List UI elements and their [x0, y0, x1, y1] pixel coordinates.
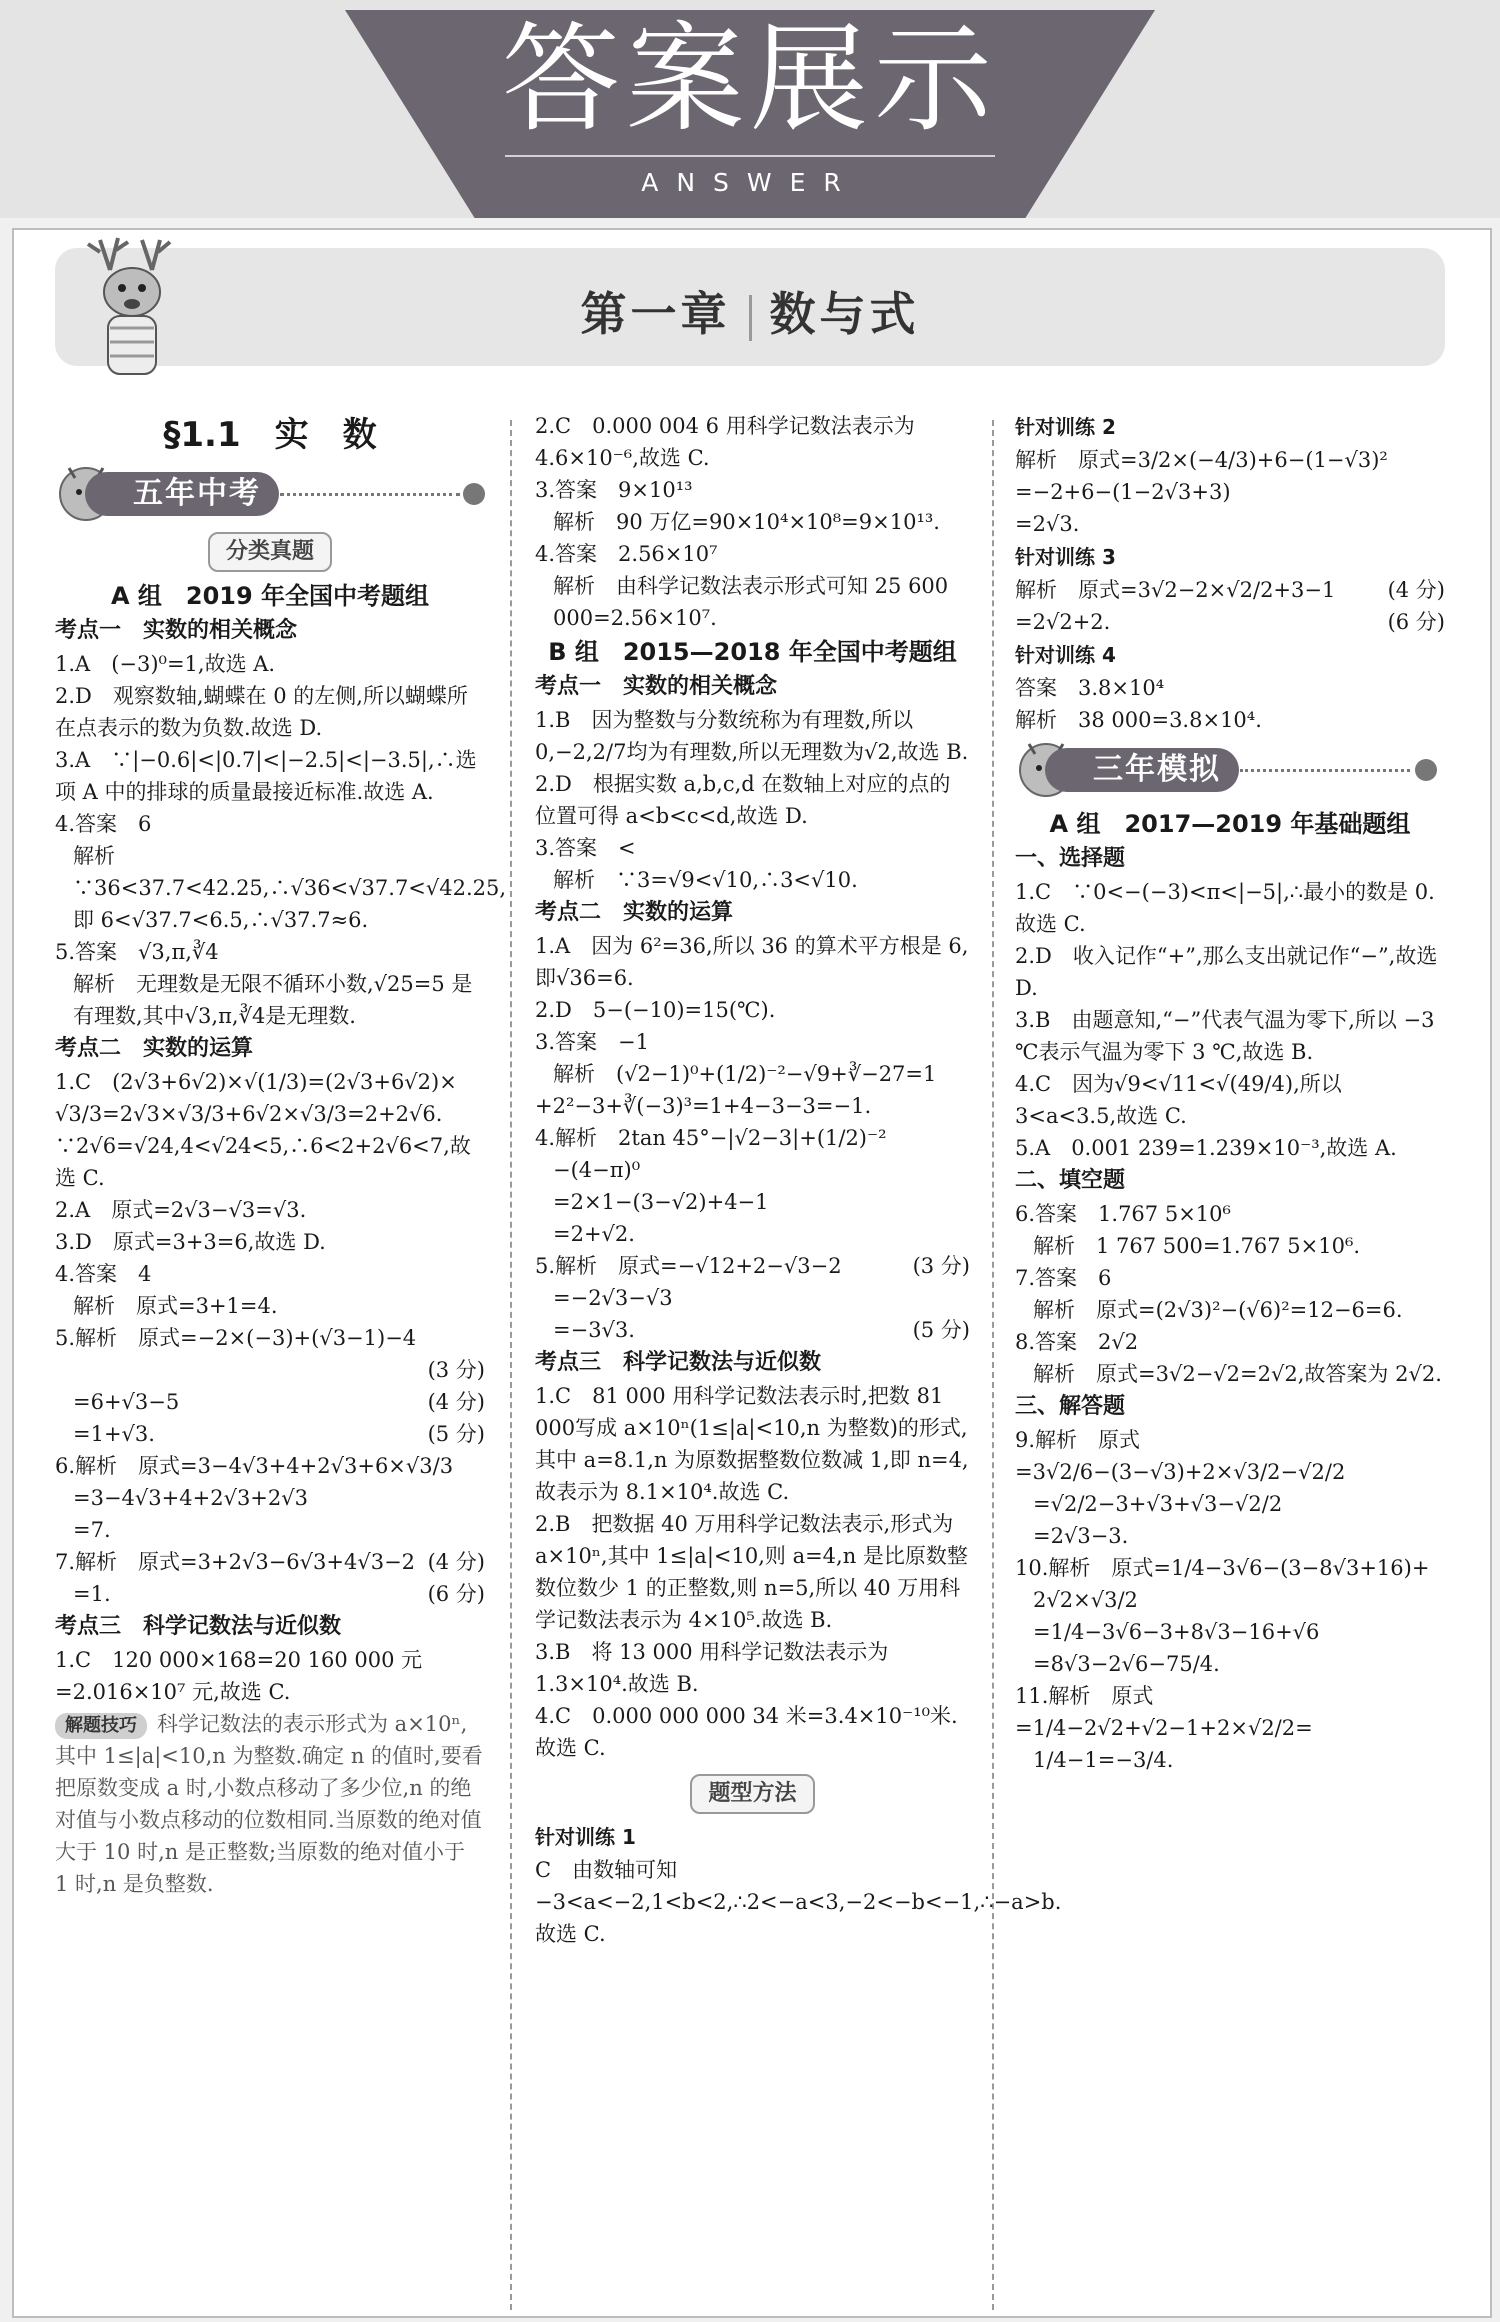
- explain-line: 解析 ∵36<37.7<42.25,∴√36<√37.7<√42.25,即 6<√37.7<6.5,∴√37.7≈6.: [73, 844, 507, 932]
- step-line: 1/4−1=−3/4.: [1033, 1748, 1174, 1772]
- explain-line: 解析 90 万亿=90×10⁴×10⁸=9×10¹³.: [553, 510, 940, 534]
- banner-subtitle: ANSWER: [641, 168, 859, 197]
- column-1: [55, 410, 507, 1900]
- score: (3 分): [912, 1254, 970, 1278]
- topic-heading: 考点三 科学记数法与近似数: [535, 1350, 822, 1375]
- answer-line: 3.答案 −1: [535, 1030, 649, 1054]
- badge-wrap: [175, 532, 365, 572]
- step-text: =1+√3.: [73, 1422, 155, 1446]
- subsection-heading: 三、解答题: [1015, 1394, 1126, 1419]
- answer-line: C 由数轴可知−3<a<−2,1<b<2,∴2<−a<3,−2<−b<−1,∴−a>b.故选 C.: [535, 1858, 1062, 1946]
- header-dotted-line: [1240, 769, 1410, 772]
- answer-line: [1015, 606, 1445, 638]
- answer-line: 1.A (−3)⁰=1,故选 A.: [55, 652, 276, 676]
- answer-line: 9.解析 原式=3√2/6−(3−√3)+2×√3/2−√2/2: [1015, 1428, 1346, 1484]
- topic-heading: 考点二 实数的运算: [535, 900, 734, 925]
- answer-line: 5.A 0.001 239=1.239×10⁻³,故选 A.: [1015, 1136, 1397, 1160]
- five-year-header: [55, 466, 485, 522]
- answer-line: 2.A 原式=2√3−√3=√3.: [55, 1198, 307, 1222]
- chapter-separator: [749, 295, 752, 341]
- explain-line: 解析 原式=3+1=4.: [73, 1294, 278, 1318]
- category-badge: 分类真题: [208, 532, 332, 572]
- topic-heading: 考点一 实数的相关概念: [55, 618, 298, 643]
- header-dotted-line: [280, 493, 460, 496]
- column-divider-1: [510, 420, 512, 2310]
- step-line: =2×1−(3−√2)+4−1: [553, 1190, 769, 1214]
- step-line: =3−4√3+4+2√3+2√3: [73, 1486, 309, 1510]
- answer-line: 2.B 把数据 40 万用科学记数法表示,形式为 a×10ⁿ,其中 1≤|a|<10,则 a=4,n 是比原数整数位数少 1 的正整数,则 n=5,所以 40 万用科学记数法表示为 4×10⁵.故选 B.: [535, 1512, 968, 1632]
- score: (6 分): [427, 1582, 485, 1606]
- explain-line: 解析 1 767 500=1.767 5×10⁶.: [1033, 1234, 1361, 1258]
- banner: [0, 0, 1500, 218]
- banner-shine: [505, 155, 995, 157]
- answer-line: 3.B 将 13 000 用科学记数法表示为 1.3×10⁴.故选 B.: [535, 1640, 889, 1696]
- answer-line: 答案 3.8×10⁴: [1015, 676, 1165, 700]
- answer-line: 3.A ∵|−0.6|<|0.7|<|−2.5|<|−3.5|,∴选项 A 中的排球的质量最接近标准.故选 A.: [55, 748, 477, 804]
- explain-line: 解析 由科学记数法表示形式可知 25 600 000=2.56×10⁷.: [553, 574, 949, 630]
- topic-heading: 考点三 科学记数法与近似数: [55, 1614, 342, 1639]
- chapter-name: 数与式: [769, 287, 920, 341]
- answer-line: 1.C (2√3+6√2)×√(1/3)=(2√3+6√2)×: [55, 1070, 457, 1094]
- step-line: =−2√3−√3: [553, 1286, 673, 1310]
- step-line: =8√3−2√6−75/4.: [1033, 1652, 1220, 1676]
- group-title: A 组 2019 年全国中考题组: [110, 582, 430, 610]
- answer-line: [1015, 574, 1445, 606]
- answer-line: √3/3=2√3×√3/3+6√2×√3/3=2+2√6.: [55, 1102, 443, 1126]
- answer-line: 4.C 因为√9<√11<√(49/4),所以 3<a<3.5,故选 C.: [1015, 1072, 1342, 1128]
- step-line: =2√3−3.: [1033, 1524, 1129, 1548]
- step-line: =−2+6−(1−2√3+3): [1015, 480, 1231, 504]
- section-title: §1.1 实 数: [163, 415, 377, 455]
- answer-line: 1.B 因为整数与分数统称为有理数,所以 0,−2,2/7均为有理数,所以无理数为√2,故选 B.: [535, 708, 969, 764]
- tip-paragraph: [55, 1708, 485, 1900]
- answer-line: 1.C ∵0<−(−3)<π<|−5|,∴最小的数是 0.故选 C.: [1015, 880, 1435, 936]
- score: (5 分): [912, 1318, 970, 1342]
- group-title: A 组 2017—2019 年基础题组: [1049, 810, 1411, 838]
- explain-line: 解析 (√2−1)⁰+(1/2)⁻²−√9+∛−27=1: [553, 1062, 937, 1086]
- explain-line: 解析 原式=3√2−√2=2√2,故答案为 2√2.: [1033, 1362, 1442, 1386]
- answer-line: 5.解析 原式=−2×(−3)+(√3−1)−4: [55, 1326, 417, 1350]
- explain-line: 解析 38 000=3.8×10⁴.: [1015, 708, 1262, 732]
- chapter-title: [55, 278, 1445, 344]
- chapter-bar: [55, 248, 1445, 366]
- answer-line: 2.D 5−(−10)=15(℃).: [535, 998, 776, 1022]
- step-text: =−3√3.: [553, 1318, 635, 1342]
- answer-line: 11.解析 原式=1/4−2√2+√2−1+2×√2/2=: [1015, 1684, 1313, 1740]
- answer-line: 6.解析 原式=3−4√3+4+2√3+6×√3/3: [55, 1454, 454, 1478]
- step-line: −(4−π)⁰: [553, 1158, 641, 1182]
- answer-line: ∵2√6=√24,4<√24<5,∴6<2+2√6<7,故选 C.: [55, 1134, 471, 1190]
- banner-title: 答案展示: [501, 10, 998, 148]
- training-heading: 针对训练 3: [1015, 545, 1116, 569]
- answer-line: [55, 1386, 485, 1418]
- answer-line: 3.答案 9×10¹³: [535, 478, 693, 502]
- training-heading: 针对训练 2: [1015, 415, 1116, 439]
- answer-line: 2.D 收入记作“+”,那么支出就记作“−”,故选 D.: [1015, 944, 1438, 1000]
- answer-line: 2.D 观察数轴,蝴蝶在 0 的左侧,所以蝴蝶所在点表示的数为负数.故选 D.: [55, 684, 468, 740]
- header-end-dot: [463, 483, 485, 505]
- answer-line: 3.D 原式=3+3=6,故选 D.: [55, 1230, 326, 1254]
- answer-line: [55, 1546, 485, 1578]
- topic-heading: 考点一 实数的相关概念: [535, 674, 778, 699]
- tip-text: 科学记数法的表示形式为 a×10ⁿ,其中 1≤|a|<10,n 为整数.确定 n 的值时,要看把原数变成 a 时,小数点移动了多少位,n 的绝对值与小数点移动的位数相同.当原数的绝对值大于 10 时,n 是正整数;当原数的绝对值小于 1 时,n 是负整数.: [55, 1712, 483, 1896]
- header-end-dot: [1415, 759, 1437, 781]
- explain-line: 解析 无理数是无限不循环小数,√25=5 是有理数,其中√3,π,∛4是无理数.: [73, 972, 473, 1028]
- column-divider-2: [992, 420, 994, 2310]
- answer-line: 1.C 120 000×168=20 160 000 元=2.016×10⁷ 元,故选 C.: [55, 1648, 423, 1704]
- training-heading: 针对训练 1: [535, 1825, 636, 1849]
- score: (4 分): [1387, 578, 1445, 602]
- answer-line: 4.C 0.000 000 000 34 米=3.4×10⁻¹⁰米.故选 C.: [535, 1704, 958, 1760]
- three-year-header: [1015, 742, 1445, 798]
- answer-line: [55, 1578, 485, 1610]
- subsection-heading: 一、选择题: [1015, 846, 1126, 871]
- step-text: 7.解析 原式=3+2√3−6√3+4√3−2: [55, 1550, 416, 1574]
- answer-line: [535, 1314, 970, 1346]
- step-text: =1.: [73, 1582, 111, 1606]
- deer-mascot-icon: [70, 230, 200, 380]
- badge-wrap: [658, 1774, 848, 1814]
- training-heading: 针对训练 4: [1015, 643, 1116, 667]
- score-line: [55, 1354, 485, 1386]
- explain-line: 解析 原式=(2√3)²−(√6)²=12−6=6.: [1033, 1298, 1403, 1322]
- step-text: =6+√3−5: [73, 1390, 180, 1414]
- step-text: 解析 原式=3√2−2×√2/2+3−1: [1015, 578, 1336, 602]
- step-line: =1/4−3√6−3+8√3−16+√6: [1033, 1620, 1320, 1644]
- step-line: 2√2×√3/2: [1033, 1588, 1138, 1612]
- score: (6 分): [1387, 610, 1445, 634]
- column-2: [535, 410, 1062, 1950]
- answer-line: 3.答案 <: [535, 836, 636, 860]
- answer-line: 解析 原式=3/2×(−4/3)+6−(1−√3)²: [1015, 448, 1388, 472]
- score: (4 分): [427, 1550, 485, 1574]
- answer-line: 4.答案 6: [55, 812, 152, 836]
- answer-line: [535, 1250, 970, 1282]
- step-line: =2√3.: [1015, 512, 1080, 536]
- step-text: =2√2+2.: [1015, 610, 1111, 634]
- five-year-pill: 五年中考: [85, 472, 279, 516]
- group-title: B 组 2015—2018 年全国中考题组: [548, 638, 957, 666]
- answer-line: 4.答案 4: [55, 1262, 152, 1286]
- answer-line: 5.答案 √3,π,∛4: [55, 940, 219, 964]
- step-text: 5.解析 原式=−√12+2−√3−2: [535, 1254, 842, 1278]
- explain-line: 解析 ∵3=√9<√10,∴3<√10.: [553, 868, 858, 892]
- three-year-pill: 三年模拟: [1045, 748, 1239, 792]
- answer-line: 1.A 因为 6²=36,所以 36 的算术平方根是 6,即√36=6.: [535, 934, 969, 990]
- answer-line: 10.解析 原式=1/4−3√6−(3−8√3+16)+: [1015, 1556, 1430, 1580]
- column-3: [1015, 410, 1445, 1776]
- step-line: =2+√2.: [553, 1222, 635, 1246]
- answer-line: 4.答案 2.56×10⁷: [535, 542, 718, 566]
- chapter-number: 第一章: [580, 287, 731, 341]
- score: (4 分): [427, 1390, 485, 1414]
- answer-line: [55, 1418, 485, 1450]
- topic-heading: 考点二 实数的运算: [55, 1036, 254, 1061]
- answer-line: 6.答案 1.767 5×10⁶: [1015, 1202, 1231, 1226]
- step-line: =7.: [73, 1518, 111, 1542]
- answer-line: 2.D 根据实数 a,b,c,d 在数轴上对应的点的位置可得 a<b<c<d,故选 D.: [535, 772, 951, 828]
- step-line: +2²−3+∛(−3)³=1+4−3−3=−1.: [535, 1094, 872, 1118]
- answer-line: 4.解析 2tan 45°−|√2−3|+(1/2)⁻²: [535, 1126, 887, 1150]
- subsection-heading: 二、填空题: [1015, 1168, 1126, 1193]
- method-badge: 题型方法: [690, 1774, 814, 1814]
- answer-line: 2.C 0.000 004 6 用科学记数法表示为 4.6×10⁻⁶,故选 C.: [535, 414, 915, 470]
- answer-line: 7.答案 6: [1015, 1266, 1112, 1290]
- answer-line: 1.C 81 000 用科学记数法表示时,把数 81 000写成 a×10ⁿ(1≤|a|<10,n 为整数)的形式,其中 a=8.1,n 为原数据整数位数减 1,即 n=4,故表示为 8.1×10⁴.故选 C.: [535, 1384, 969, 1504]
- answer-line: 8.答案 2√2: [1015, 1330, 1139, 1354]
- score: (3 分): [427, 1358, 485, 1382]
- tip-badge: 解题技巧: [55, 1713, 147, 1739]
- score: (5 分): [427, 1422, 485, 1446]
- step-line: =√2/2−3+√3+√3−√2/2: [1033, 1492, 1283, 1516]
- answer-line: 3.B 由题意知,“−”代表气温为零下,所以 −3 ℃表示气温为零下 3 ℃,故选 B.: [1015, 1008, 1435, 1064]
